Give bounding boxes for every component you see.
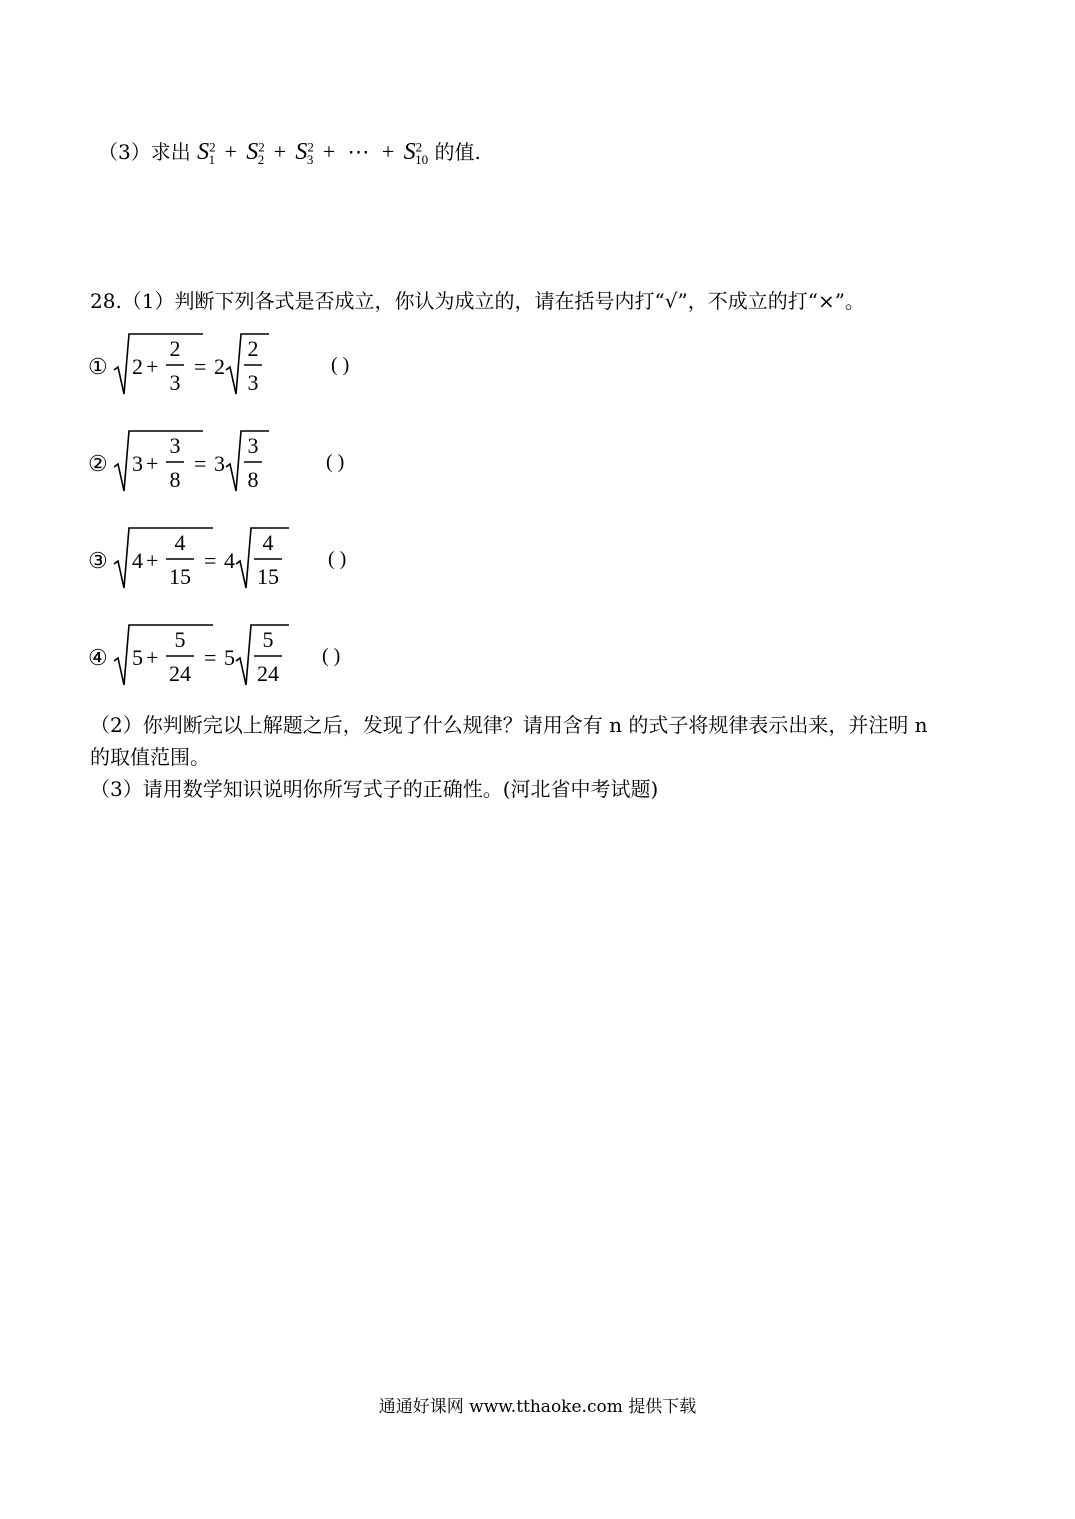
- fraction-denominator-right: 3: [247, 370, 259, 395]
- fraction-numerator-left: 5: [174, 627, 186, 652]
- q28-part2-line1: （2）你判断完以上解题之后，发现了什么规律？请用含有 n 的式子将规律表示出来，并注明 n: [90, 713, 928, 737]
- q28-part2-line2: 的取值范围。: [90, 745, 210, 769]
- fraction-numerator-left: 4: [174, 530, 186, 555]
- coefficient-right: 2: [214, 354, 225, 379]
- radical-sign-left: [114, 528, 213, 588]
- coefficient-right: 5: [224, 645, 235, 670]
- fraction-numerator-right: 3: [247, 433, 259, 458]
- equation-label: ①: [88, 354, 108, 379]
- plus-sign: +: [146, 451, 159, 476]
- fraction-numerator-right: 2: [247, 336, 259, 361]
- fraction-denominator-left: 24: [169, 661, 191, 686]
- fraction-denominator-right: 15: [257, 564, 279, 589]
- fraction-numerator-right: 4: [262, 530, 274, 555]
- fraction-denominator-right: 8: [247, 467, 259, 492]
- answer-paren-3[interactable]: ( ): [328, 548, 347, 570]
- answer-paren-2[interactable]: ( ): [326, 451, 345, 473]
- equals-sign: =: [194, 354, 207, 379]
- answer-paren-4[interactable]: ( ): [322, 645, 341, 667]
- sum-of-squares-expression: $S^2_1 + S^2_2 + S^2_3$ + ⋯ + $S^2_{10}$: [197, 139, 429, 167]
- equation-label: ③: [88, 548, 108, 573]
- equation-2: [88, 427, 488, 497]
- coefficient-right: 4: [224, 548, 235, 573]
- footer-source: 通通好课网 www.tthaoke.com 提供下载: [378, 1397, 697, 1417]
- prev-part3-line: [98, 136, 481, 168]
- q28-part3: （3）请用数学知识说明你所写式子的正确性。(河北省中考试题): [90, 777, 659, 801]
- radical-sign-left: [114, 625, 213, 685]
- prev-part3-suffix: 的值.: [434, 140, 481, 164]
- plus-sign: +: [146, 645, 159, 670]
- equation-3: [88, 524, 488, 594]
- plus-sign: +: [146, 548, 159, 573]
- integer-part-left: 5: [132, 645, 143, 670]
- fraction-denominator-left: 8: [169, 467, 181, 492]
- radical-sign-left: [114, 334, 203, 394]
- equation-1: [88, 330, 488, 400]
- fraction-denominator-right: 24: [257, 661, 279, 686]
- fraction-numerator-right: 5: [262, 627, 274, 652]
- integer-part-left: 2: [132, 354, 143, 379]
- equation-label: ④: [88, 645, 108, 670]
- integer-part-left: 4: [132, 548, 143, 573]
- equals-sign: =: [204, 548, 217, 573]
- fraction-numerator-left: 3: [169, 433, 181, 458]
- fraction-denominator-left: 3: [169, 370, 181, 395]
- radical-sign-left: [114, 431, 203, 491]
- fraction-denominator-left: 15: [169, 564, 191, 589]
- q28-intro: 28.（1）判断下列各式是否成立，你认为成立的，请在括号内打“√”，不成立的打“×”。: [90, 289, 865, 313]
- equation-4: [88, 621, 488, 691]
- plus-sign: +: [146, 354, 159, 379]
- equation-label: ②: [88, 451, 108, 476]
- fraction-numerator-left: 2: [169, 336, 181, 361]
- coefficient-right: 3: [214, 451, 225, 476]
- equals-sign: =: [194, 451, 207, 476]
- integer-part-left: 3: [132, 451, 143, 476]
- answer-paren-1[interactable]: ( ): [331, 354, 350, 376]
- equals-sign: =: [204, 645, 217, 670]
- prev-part3-prefix: （3）求出: [98, 140, 191, 164]
